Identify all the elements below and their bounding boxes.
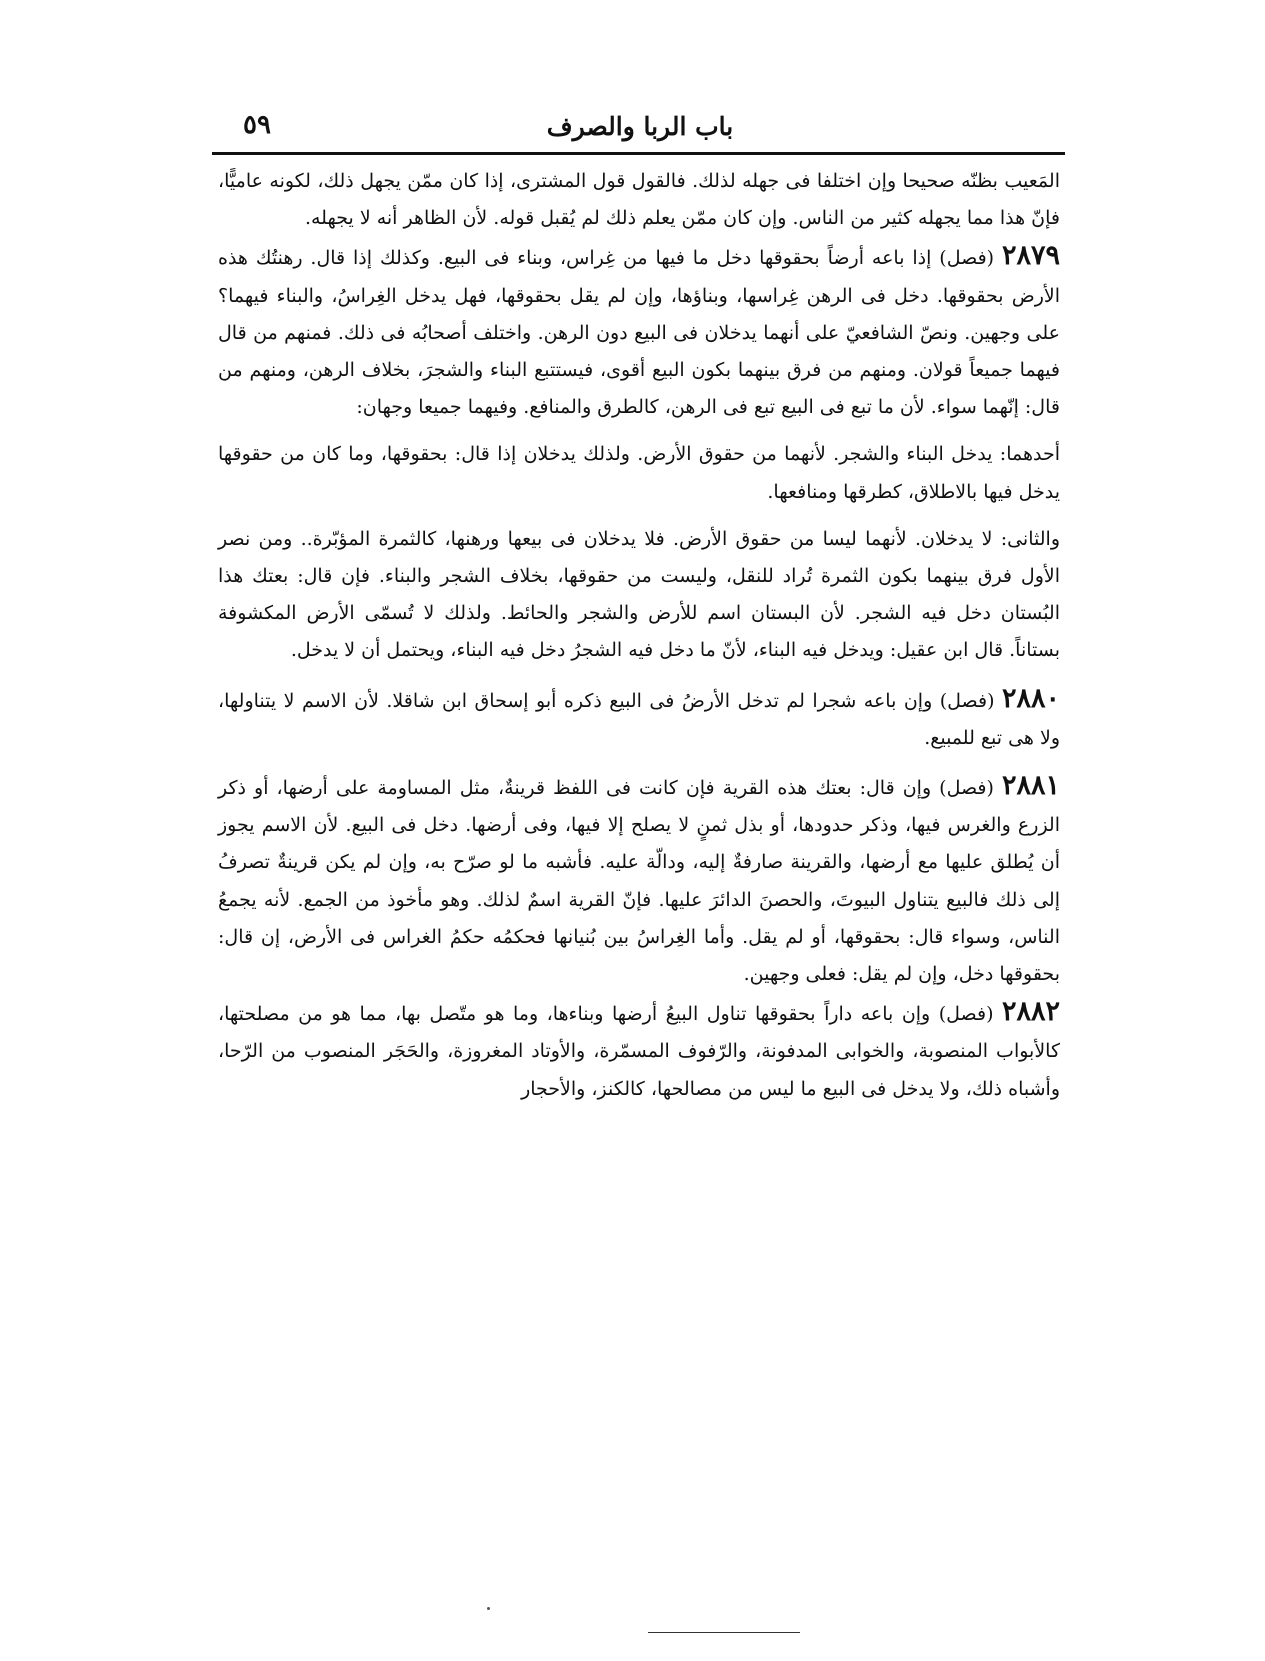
paragraph	[218, 436, 1060, 510]
header-rule	[212, 152, 1065, 155]
footer-rule	[648, 1632, 800, 1633]
paragraph	[218, 160, 1060, 237]
section-number: ٢٨٧٩	[1001, 240, 1060, 272]
chapter-title: باب الربا والصرف	[546, 112, 734, 141]
paragraph	[218, 993, 1060, 1108]
scan-speck	[487, 1607, 490, 1610]
paragraph-text: والثانى: لا يدخلان. لأنهما ليسا من حقوق الأرض. فلا يدخلان فى بيعها ورهنها، كالثمرة المؤبّرة.. ومن نصر الأول فرق بينهما بكون الثمرة تُراد للنقل، وليست من حقوقها، بخلاف الشجر والبناء. فإن قال: بعتك هذا البُستان دخل فيه الشجر. لأن البستان اسم للأرض والشجر والحائط. ولذلك لا تُسمّى الأرض المكشوفة بستاناً. قال ابن عقيل: ويدخل فيه البناء، لأنّ ما دخل فيه الشجرُ دخل فيه البناء، ويحتمل أن لا يدخل.	[218, 527, 1060, 662]
paragraph-text: (فصل) إذا باعه أرضاً بحقوقها دخل ما فيها من غِراس، وبناء فى البيع. وكذلك إذا قال. رهنتُك هذه الأرض بحقوقها. دخل فى الرهن غِراسها، وبناؤها، وإن لم يقل بحقوقها، فهل يدخل الغِراسُ، والبناء فيهما؟ على وجهين. ونصّ الشافعيّ على أنهما يدخلان فى البيع دون الرهن. واختلف أصحابُه فى ذلك. فمنهم من قال فيهما جميعاً قولان. ومنهم من فرق بينهما بكون البيع أقوى، فيستتبع البناء والشجرَ، بخلاف الرهن، ومنهم من قال: إنّهما سواء. لأن ما تبع فى البيع تبع فى الرهن، كالطرق والمنافع. وفيهما جميعا وجهان:	[218, 247, 1060, 419]
paragraph	[218, 521, 1060, 670]
paragraph-text: (فصل) وإن باعه شجرا لم تدخل الأرضُ فى البيع ذكره أبو إسحاق ابن شاقلا. لأن الاسم لا يتناولها، ولا هى تبع للمبيع.	[218, 689, 1060, 749]
paragraph-text: (فصل) وإن باعه داراً بحقوقها تناول البيعُ أرضها وبناءها، وما هو متّصل بها، مما هو من مصلحتها، كالأبواب المنصوبة، والخوابى المدفونة، والرّفوف المسمّرة، والأوتاد المغروزة، والحَجَر المنصوب من الرّحا، وأشباه ذلك، ولا يدخل فى البيع ما ليس من مصالحها، كالكنز، والأحجار	[218, 1003, 1060, 1100]
paragraph	[218, 767, 1060, 993]
page-body	[218, 160, 1060, 1108]
running-header	[215, 108, 1065, 148]
paragraph	[218, 237, 1060, 426]
paragraph	[218, 680, 1060, 757]
section-number: ٢٨٨٠	[1001, 682, 1060, 714]
page-number: ٥٩	[243, 110, 271, 140]
paragraph-text: أحدهما: يدخل البناء والشجر. لأنهما من حقوق الأرض. ولذلك يدخلان إذا قال: بحقوقها، وما كان من حقوقها يدخل فيها بالاطلاق، كطرقها ومنافعها.	[218, 443, 1060, 503]
section-number: ٢٨٨١	[1001, 770, 1060, 802]
paragraph-text: المَعيب بظنّه صحيحا وإن اختلفا فى جهله لذلك. فالقول قول المشترى، إذا كان ممّن يجهل ذلك، لكونه عاميًّا، فإنّ هذا مما يجهله كثير من الناس. وإن كان ممّن يعلم ذلك لم يُقبل قوله. لأن الظاهر أنه لا يجهله.	[218, 170, 1060, 230]
paragraph-text: (فصل) وإن قال: بعتك هذه القرية فإن كانت فى اللفظ قرينةٌ، مثل المساومة على أرضها، أو ذكر الزرع والغرس فيها، وذكر حدودها، أو بذل ثمنٍ لا يصلح إلا فيها، وفى أرضها. دخل فى البيع. لأن الاسم يجوز أن يُطلق عليها مع أرضها، والقرينة صارفةٌ إليه، ودالّة عليه. فأشبه ما لو صرّح به، وإن لم يكن قرينةٌ تصرفُ إلى ذلك فالبيع يتناول البيوتَ، والحصنَ الدائرَ عليها. فإنّ القرية اسمٌ لذلك. وهو مأخوذ من الجمع. لأنه يجمعُ الناس، وسواء قال: بحقوقها، أو لم يقل. وأما الغِراسُ بين بُنيانها فحكمُه حكمُ الغراس فى الأرض، إن قال: بحقوقها دخل، وإن لم يقل: فعلى وجهين.	[218, 777, 1060, 986]
section-number: ٢٨٨٢	[1001, 996, 1060, 1028]
